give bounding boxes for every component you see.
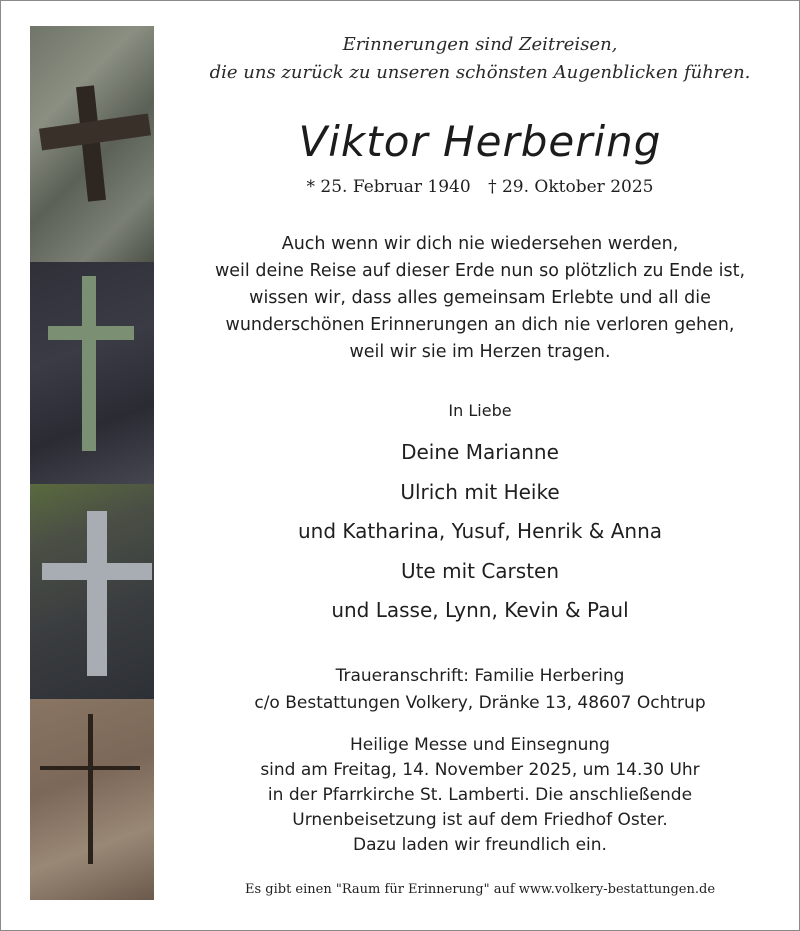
motto-line: die uns zurück zu unseren schönsten Augenblicken führen.	[209, 62, 751, 83]
mourner: Ulrich mit Heike	[400, 479, 560, 504]
service-line: sind am Freitag, 14. November 2025, um 14.30 Uhr	[260, 760, 700, 780]
birth-date: * 25. Februar 1940	[306, 177, 471, 197]
cross-icon	[42, 563, 152, 580]
poem-line: wunderschönen Erinnerungen an dich nie verloren gehen,	[225, 315, 735, 335]
memorial-website-note: Es gibt einen "Raum für Erinnerung" auf www.volkery-bestattungen.de	[244, 882, 716, 897]
poem	[180, 231, 780, 366]
motto	[180, 31, 780, 87]
mourners-list	[180, 433, 780, 631]
mourner: und Lasse, Lynn, Kevin & Paul	[331, 598, 629, 622]
poem-line: wissen wir, dass alles gemeinsam Erlebte und all die	[249, 288, 711, 308]
poem-line: weil deine Reise auf dieser Erde nun so plötzlich zu Ende ist,	[214, 261, 746, 281]
service-info	[180, 733, 780, 858]
cross-icon	[48, 326, 134, 340]
poem-line: Auch wenn wir dich nie wiedersehen werden,	[281, 234, 679, 254]
service-line: Heilige Messe und Einsegnung	[350, 735, 610, 755]
cross-photo-strip	[30, 26, 154, 900]
cross-icon	[87, 511, 107, 676]
cross-icon	[88, 714, 93, 864]
mourner: und Katharina, Yusuf, Henrik & Anna	[297, 519, 663, 543]
address-line: c/o Bestattungen Volkery, Dränke 13, 48607 Ochtrup	[254, 693, 706, 713]
poem-line: weil wir sie im Herzen tragen.	[349, 342, 611, 362]
mourner: Deine Marianne	[401, 440, 559, 464]
mourning-address	[180, 663, 780, 717]
life-dates	[180, 175, 780, 199]
cross-icon	[82, 276, 96, 451]
cross-icon	[40, 766, 140, 770]
in-liebe: In Liebe	[448, 401, 512, 420]
deceased-name: Viktor Herbering	[298, 117, 662, 166]
death-date: † 29. Oktober 2025	[488, 177, 654, 197]
service-line: in der Pfarrkirche St. Lamberti. Die anschließende	[267, 785, 693, 805]
service-line: Dazu laden wir freundlich ein.	[353, 835, 607, 855]
service-line: Urnenbeisetzung ist auf dem Friedhof Oster.	[292, 810, 668, 830]
address-line: Traueranschrift: Familie Herbering	[335, 666, 625, 686]
motto-line: Erinnerungen sind Zeitreisen,	[342, 34, 618, 55]
mourner: Ute mit Carsten	[400, 558, 560, 583]
